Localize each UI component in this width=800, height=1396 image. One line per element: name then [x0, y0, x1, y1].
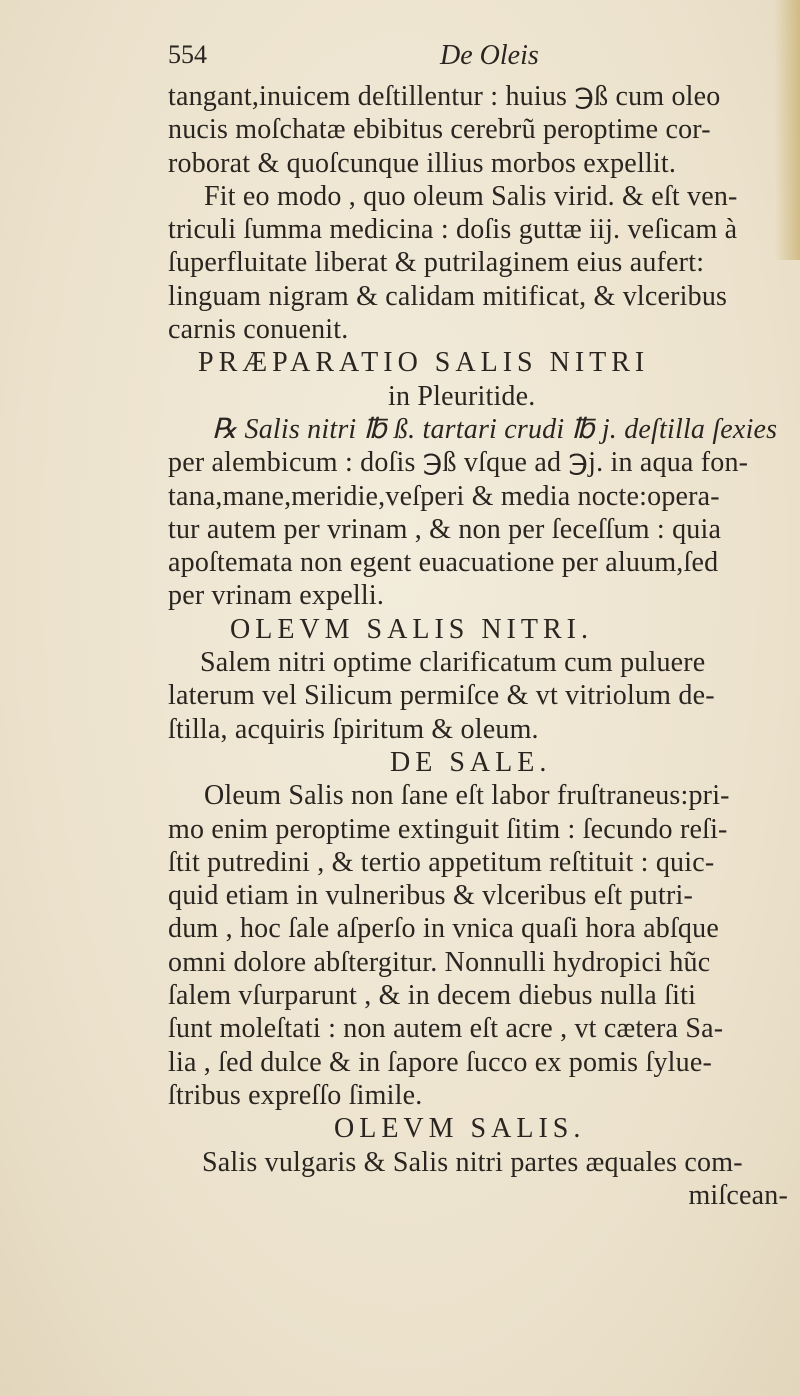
section-heading: PRÆPARATIO SALIS NITRI [198, 347, 650, 379]
text-line: ſtilla, acquiris ſpiritum & oleum. [168, 713, 539, 745]
text-line: ℞ Salis nitri ℔ ß. tartari crudi ℔ j. deſtilla ſexies [212, 413, 778, 445]
text-line: ſuperfluitate liberat & putrilaginem eius aufert: [168, 247, 705, 279]
text-line: roborat & quoſcunque illius morbos expellit. [168, 147, 677, 179]
text-line: apoſtemata non egent euacuatione per aluum,ſed [168, 547, 719, 579]
text-line: triculi ſumma medicina : doſis guttæ iij. veſicam à [168, 214, 738, 246]
text-line: miſcean- [688, 1179, 788, 1211]
text-line: per vrinam expelli. [168, 580, 385, 612]
text-line: in Pleuritide. [388, 380, 536, 412]
text-line: quid etiam in vulneribus & vlceribus eſt putri- [168, 880, 693, 912]
text-line: linguam nigram & calidam mitificat, & vlceribus [168, 280, 728, 312]
text-line: nucis moſchatæ ebibitus cerebrũ peroptime cor- [168, 114, 711, 146]
text-line: Salis vulgaris & Salis nitri partes æquales com- [202, 1146, 743, 1178]
text-line: tur autem per vrinam , & non per ſeceſſum : quia [168, 513, 722, 545]
text-line: mo enim peroptime extinguit ſitim : ſecundo reſi- [168, 813, 728, 845]
text-line: dum , hoc ſale aſperſo in vnica quaſi hora abſque [168, 913, 719, 945]
text-line: carnis conuenit. [168, 314, 349, 346]
text-line: ſtit putredini , & tertio appetitum reſtituit : quic- [168, 846, 715, 878]
page-header [168, 40, 760, 80]
text-line: omni dolore abſtergitur. Nonnulli hydropici hũc [168, 946, 711, 978]
body-text [168, 80, 788, 1212]
running-title: De Oleis [440, 40, 539, 71]
page-number: 554 [168, 40, 207, 69]
text-line: tana,mane,meridie,veſperi & media nocte:opera- [168, 480, 720, 512]
section-heading: DE SALE. [390, 746, 552, 778]
text-line: tangant,inuicem deſtillentur : huius ℈ß cum oleo [168, 81, 721, 112]
section-heading: OLEVM SALIS. [334, 1113, 586, 1145]
text-line: ſalem vſurparunt , & in decem diebus nulla ſiti [168, 980, 697, 1012]
text-line: per alembicum : doſis ℈ß vſque ad ℈j. in aqua fon- [168, 447, 749, 479]
section-heading: OLEVM SALIS NITRI. [230, 613, 593, 645]
text-line: ſtribus expreſſo ſimile. [168, 1079, 423, 1111]
text-line: Oleum Salis non ſane eſt labor fruſtraneus:pri- [204, 780, 730, 812]
text-line: Salem nitri optime clarificatum cum puluere [200, 647, 706, 679]
text-line: laterum vel Silicum permiſce & vt vitriolum de- [168, 680, 715, 712]
text-line: Fit eo modo , quo oleum Salis virid. & eſt ven- [204, 180, 738, 212]
text-line: lia , ſed dulce & in ſapore ſucco ex pomis ſylue- [168, 1046, 712, 1078]
text-line: ſunt moleſtati : non autem eſt acre , vt cætera Sa- [168, 1013, 724, 1045]
